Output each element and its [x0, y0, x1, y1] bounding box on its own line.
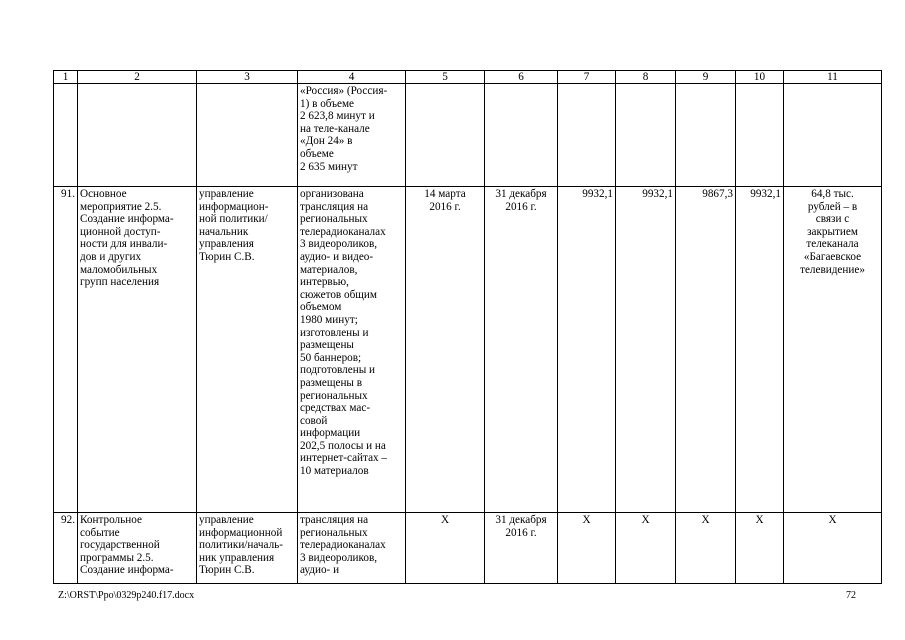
table-row-91	[54, 187, 882, 513]
value-8: 9932,1	[616, 187, 676, 513]
result: «Россия» (Россия- 1) в объеме 2 623,8 минут и на теле-канале «Дон 24» в объеме 2 635 минут	[298, 84, 406, 187]
result: трансляция на региональных телерадиоканалах 3 видеороликов, аудио- и	[298, 513, 406, 584]
header-cell: 9	[676, 71, 736, 84]
end-date	[485, 84, 558, 187]
activity-name: Контрольное событие государственной программы 2.5. Создание информа-	[78, 513, 197, 584]
note: 64,8 тыс. рублей – в связи с закрытием телеканала «Багаевское телевидение»	[784, 187, 882, 513]
header-cell: 3	[197, 71, 298, 84]
activity-name	[78, 84, 197, 187]
header-cell: 7	[558, 71, 616, 84]
value-10: Х	[736, 513, 784, 584]
header-cell: 6	[485, 71, 558, 84]
value-7: 9932,1	[558, 187, 616, 513]
row-number: 91.	[54, 187, 78, 513]
start-date	[406, 84, 485, 187]
value-7	[558, 84, 616, 187]
responsible: управление информационной политики/началь- ник управления Тюрин С.В.	[197, 513, 298, 584]
value-7: Х	[558, 513, 616, 584]
responsible: управление информацион- ной политики/ начальник управления Тюрин С.В.	[197, 187, 298, 513]
note	[784, 84, 882, 187]
page-number: 72	[846, 590, 856, 601]
start-date: 14 марта 2016 г.	[406, 187, 485, 513]
activity-name: Основное мероприятие 2.5. Создание информа- ционной доступ- ности для инвали- дов и других маломобильных групп населения	[78, 187, 197, 513]
value-10	[736, 84, 784, 187]
note: Х	[784, 513, 882, 584]
header-cell: 11	[784, 71, 882, 84]
header-cell: 10	[736, 71, 784, 84]
row-number	[54, 84, 78, 187]
file-path-footer: Z:\ORST\Ppo\0329p240.f17.docx	[58, 590, 195, 601]
header-cell: 8	[616, 71, 676, 84]
end-date: 31 декабря 2016 г.	[485, 187, 558, 513]
start-date: Х	[406, 513, 485, 584]
table-row-continuation	[54, 84, 882, 187]
row-number: 92.	[54, 513, 78, 584]
header-row	[54, 71, 882, 84]
header-cell: 1	[54, 71, 78, 84]
value-8	[616, 84, 676, 187]
end-date: 31 декабря 2016 г.	[485, 513, 558, 584]
table-row-92	[54, 513, 882, 584]
header-cell: 2	[78, 71, 197, 84]
value-9: Х	[676, 513, 736, 584]
responsible	[197, 84, 298, 187]
value-8: Х	[616, 513, 676, 584]
result: организована трансляция на региональных телерадиоканалах 3 видеороликов, аудио- и видео- материалов, интервью, сюжетов общим объемом 1980 минут; изготовлены и размещены 50 баннеров; подготовлены и размещены в региональных средствах мас- совой информации 202,5 полосы и на интернет-сайтах – 10 материалов	[298, 187, 406, 513]
header-cell: 4	[298, 71, 406, 84]
value-10: 9932,1	[736, 187, 784, 513]
value-9: 9867,3	[676, 187, 736, 513]
report-table	[53, 70, 882, 584]
value-9	[676, 84, 736, 187]
header-cell: 5	[406, 71, 485, 84]
